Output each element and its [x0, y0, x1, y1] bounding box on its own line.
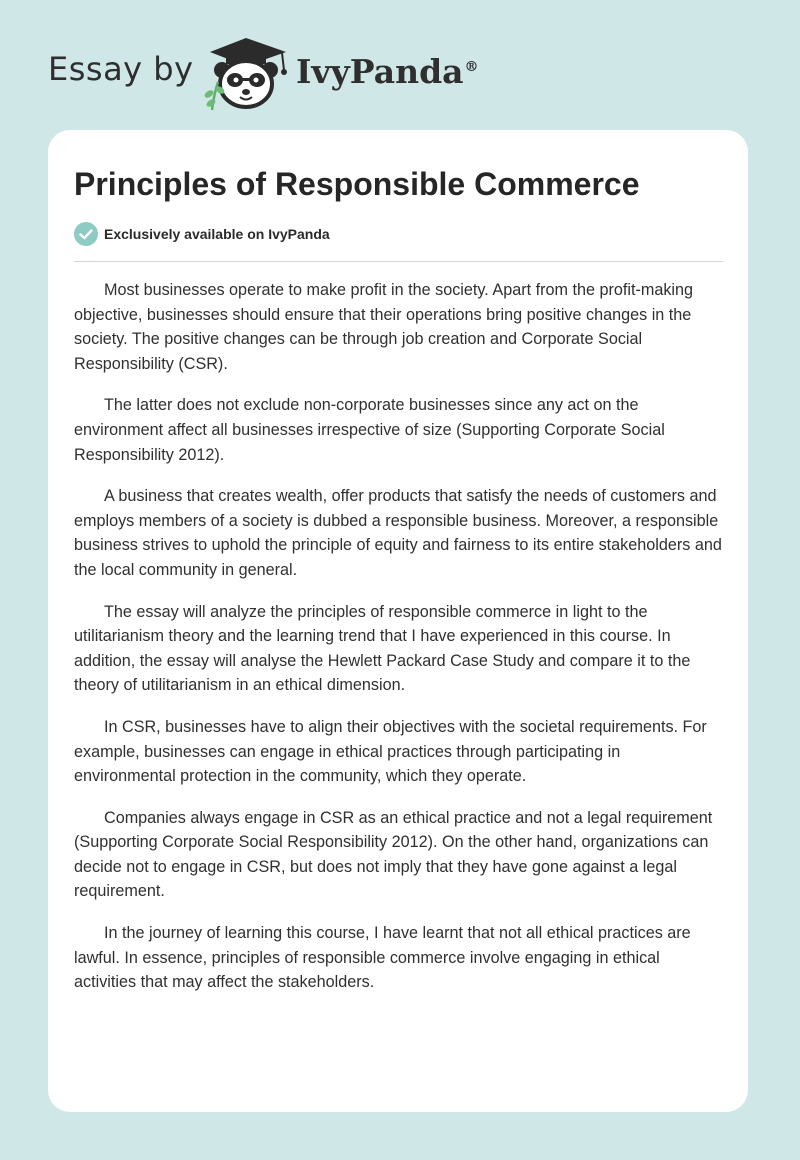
panda-graduate-icon[interactable] — [200, 32, 296, 112]
brand-name[interactable] — [296, 52, 479, 91]
divider — [74, 261, 723, 262]
paragraph: Most businesses operate to make profit in the society. Apart from the profit-making objective, businesses should ensure that their operations bring positive changes in the society. The positive changes can be through job creation and Corporate Social Responsibility (CSR). — [74, 281, 694, 373]
paragraph: The essay will analyze the principles of responsible commerce in light to the utilitarianism theory and the learning trend that I have experienced in this course. In addition, the essay will analyse the Hewlett Packard Case Study and compare it to the theory of utilitarianism in an ethical dimension. — [74, 602, 691, 695]
article-card — [48, 130, 748, 1112]
page-title: Principles of Responsible Commerce — [74, 166, 640, 202]
exclusive-label: Exclusively available on IvyPanda — [104, 226, 330, 242]
paragraph: In the journey of learning this course, I have learnt that not all ethical practices are lawful. In essence, principles of responsible commerce involve engaging in ethical activities that may affect the stakeholders. — [74, 924, 691, 992]
essay-by-label: Essay by — [48, 50, 194, 88]
exclusive-badge — [74, 222, 330, 246]
paragraph: A business that creates wealth, offer products that satisfy the needs of customers and employs members of a society is dubbed a responsible business. Moreover, a responsible business strives to uphold the principle of equity and fairness to its entire stakeholders and the local community in general. — [74, 487, 722, 579]
brand-name-text: IvyPanda — [296, 52, 464, 91]
check-circle-icon — [74, 222, 98, 246]
paragraph: Companies always engage in CSR as an ethical practice and not a legal requirement (Supporting Corporate Social Responsibility 2012). On the other hand, organizations can decide not to engage in CSR, but does not imply that they have gone against a legal requirement. — [74, 808, 713, 901]
site-header — [0, 0, 800, 130]
registered-mark: ® — [464, 59, 479, 75]
article-body — [74, 278, 726, 1012]
paragraph: In CSR, businesses have to align their objectives with the societal requirements. For example, businesses can engage in ethical practices through participating in environmental protection in the community, which they operate. — [74, 717, 707, 786]
paragraph: The latter does not exclude non-corporate businesses since any act on the environment affect all businesses irrespective of size (Supporting Corporate Social Responsibility 2012). — [74, 396, 665, 464]
